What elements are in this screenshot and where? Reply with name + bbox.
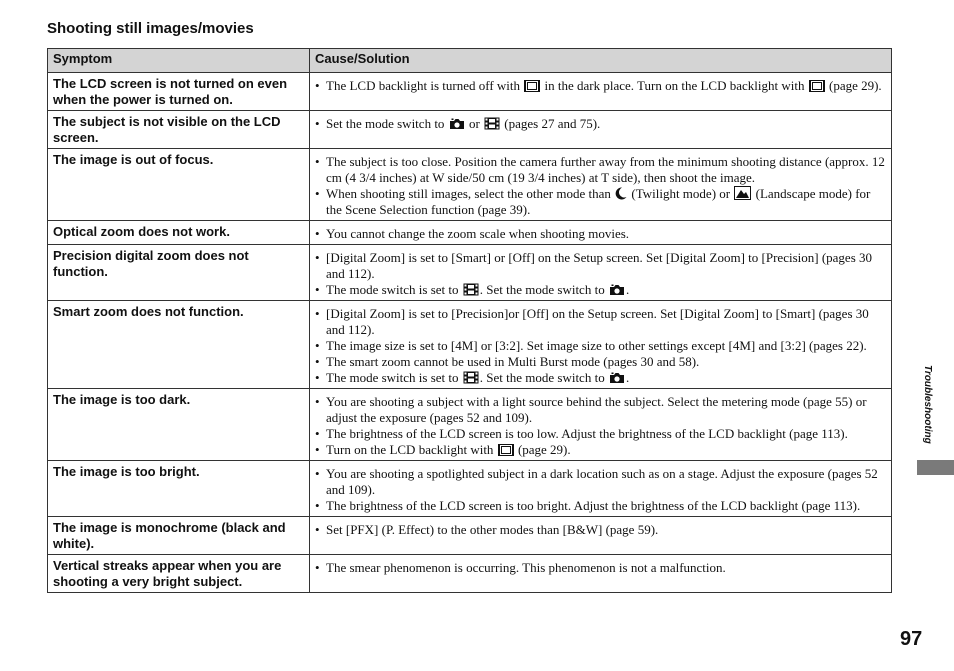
table-row bbox=[48, 149, 892, 221]
solution-item bbox=[315, 394, 885, 426]
solution-text: Set [PFX] (P. Effect) to the other modes than [B&W] (page 59). bbox=[326, 522, 659, 537]
solution-item bbox=[315, 78, 885, 94]
solution-text: The smart zoom cannot be used in Multi Burst mode (pages 30 and 58). bbox=[326, 354, 700, 369]
table-body bbox=[48, 73, 892, 593]
camera-icon bbox=[449, 117, 465, 130]
solution-text: or bbox=[465, 116, 484, 131]
solution-text: . bbox=[625, 282, 630, 297]
solution-text: The image size is set to [4M] or [3:2]. Set image size to other settings except [4M] and [3:2] (pages 22). bbox=[326, 338, 867, 353]
solution-item bbox=[315, 186, 885, 218]
symptom-cell: The image is out of focus. bbox=[48, 149, 310, 221]
symptom-cell: Smart zoom does not function. bbox=[48, 301, 310, 389]
solution-text: (Twilight mode) or bbox=[628, 186, 734, 201]
solution-list bbox=[315, 226, 885, 242]
solution-item bbox=[315, 522, 885, 538]
solution-list bbox=[315, 522, 885, 538]
solution-text: . Set the mode switch to bbox=[479, 370, 608, 385]
solution-list bbox=[315, 560, 885, 576]
section-title: Shooting still images/movies bbox=[47, 20, 254, 37]
movie-icon bbox=[463, 283, 479, 296]
table-header-row bbox=[48, 49, 892, 73]
symptom-cell: The image is too bright. bbox=[48, 461, 310, 517]
solution-list bbox=[315, 394, 885, 458]
symptom-cell: The image is monochrome (black and white). bbox=[48, 517, 310, 555]
table-row bbox=[48, 73, 892, 111]
movie-icon bbox=[463, 371, 479, 384]
table-row bbox=[48, 301, 892, 389]
symptom-cell: The image is too dark. bbox=[48, 389, 310, 461]
page-number: 97 bbox=[900, 628, 923, 650]
solution-cell bbox=[310, 517, 892, 555]
solution-text: The subject is too close. Position the camera further away from the minimum shooting distance (approx. 12 cm (4 3/4 inches) at W side/50 cm (19 3/4 inches) at T side), then shoot the image. bbox=[326, 154, 885, 185]
solution-item bbox=[315, 116, 885, 132]
solution-item bbox=[315, 370, 885, 386]
symptom-header: Symptom bbox=[48, 49, 310, 73]
symptom-cell: Precision digital zoom does not function. bbox=[48, 245, 310, 301]
solution-item bbox=[315, 498, 885, 514]
movie-icon bbox=[484, 117, 500, 130]
solution-text: The mode switch is set to bbox=[326, 370, 462, 385]
solution-item bbox=[315, 354, 885, 370]
symptom-cell: Vertical streaks appear when you are shooting a very bright subject. bbox=[48, 555, 310, 593]
table-row bbox=[48, 555, 892, 593]
solution-item bbox=[315, 338, 885, 354]
solution-text: You are shooting a subject with a light source behind the subject. Select the metering mode (page 55) or adjust the exposure (pages 52 and 109). bbox=[326, 394, 867, 425]
solution-cell bbox=[310, 301, 892, 389]
solution-text: . Set the mode switch to bbox=[479, 282, 608, 297]
solution-cell bbox=[310, 111, 892, 149]
solution-text: Set the mode switch to bbox=[326, 116, 448, 131]
solution-list bbox=[315, 466, 885, 514]
solution-list bbox=[315, 306, 885, 386]
solution-text: [Digital Zoom] is set to [Smart] or [Off] on the Setup screen. Set [Digital Zoom] to [Precision] (pages 30 and 112). bbox=[326, 250, 872, 281]
solution-list bbox=[315, 78, 885, 94]
table-row bbox=[48, 517, 892, 555]
camera-icon bbox=[609, 283, 625, 296]
table-row bbox=[48, 221, 892, 245]
solution-text: Turn on the LCD backlight with bbox=[326, 442, 497, 457]
solution-text: The mode switch is set to bbox=[326, 282, 462, 297]
solution-text: You are shooting a spotlighted subject in a dark location such as on a stage. Adjust the exposure (pages 52 and 109). bbox=[326, 466, 878, 497]
lcd-backlight-icon bbox=[809, 80, 825, 92]
solution-text: When shooting still images, select the other mode than bbox=[326, 186, 615, 201]
solution-text: . bbox=[625, 370, 630, 385]
table-row bbox=[48, 245, 892, 301]
solution-text: The LCD backlight is turned off with bbox=[326, 78, 524, 93]
twilight-moon-icon bbox=[615, 187, 627, 200]
solution-cell bbox=[310, 245, 892, 301]
side-label-text: Troubleshooting bbox=[922, 365, 933, 444]
lcd-backlight-icon bbox=[524, 80, 540, 92]
solution-text: You cannot change the zoom scale when shooting movies. bbox=[326, 226, 630, 241]
solution-text: in the dark place. Turn on the LCD backlight with bbox=[541, 78, 808, 93]
solution-item bbox=[315, 560, 885, 576]
solution-item bbox=[315, 466, 885, 498]
solution-item bbox=[315, 282, 885, 298]
solution-item bbox=[315, 250, 885, 282]
solution-item bbox=[315, 426, 885, 442]
solution-text: (page 29). bbox=[825, 78, 882, 93]
solution-item bbox=[315, 306, 885, 338]
table-row bbox=[48, 111, 892, 149]
solution-text: The smear phenomenon is occurring. This phenomenon is not a malfunction. bbox=[326, 560, 726, 575]
side-section-label bbox=[923, 365, 933, 455]
solution-text: The brightness of the LCD screen is too bright. Adjust the brightness of the LCD backlight (page 113). bbox=[326, 498, 861, 513]
solution-cell bbox=[310, 461, 892, 517]
solution-list bbox=[315, 116, 885, 132]
solution-cell bbox=[310, 149, 892, 221]
solution-cell bbox=[310, 555, 892, 593]
cause-solution-header: Cause/Solution bbox=[310, 49, 892, 73]
table-row bbox=[48, 389, 892, 461]
symptom-cell: The subject is not visible on the LCD screen. bbox=[48, 111, 310, 149]
solution-text: (Landscape mode) for the Scene Selection function (page 39). bbox=[326, 186, 871, 217]
solution-text: (pages 27 and 75). bbox=[501, 116, 601, 131]
solution-text: (page 29). bbox=[514, 442, 571, 457]
solution-item bbox=[315, 154, 885, 186]
landscape-icon bbox=[734, 186, 751, 200]
lcd-backlight-icon bbox=[498, 444, 514, 456]
solution-cell bbox=[310, 221, 892, 245]
solution-text: The brightness of the LCD screen is too low. Adjust the brightness of the LCD backlight (page 113). bbox=[326, 426, 848, 441]
solution-cell bbox=[310, 73, 892, 111]
table-row bbox=[48, 461, 892, 517]
solution-item bbox=[315, 442, 885, 458]
solution-text: [Digital Zoom] is set to [Precision]or [Off] on the Setup screen. Set [Digital Zoom] to [Smart] (pages 30 and 112). bbox=[326, 306, 869, 337]
solution-item bbox=[315, 226, 885, 242]
section-tab-marker bbox=[917, 460, 954, 475]
symptom-cell: The LCD screen is not turned on even when the power is turned on. bbox=[48, 73, 310, 111]
solution-cell bbox=[310, 389, 892, 461]
solution-list bbox=[315, 154, 885, 218]
camera-icon bbox=[609, 371, 625, 384]
solution-list bbox=[315, 250, 885, 298]
troubleshooting-table bbox=[47, 48, 892, 593]
symptom-cell: Optical zoom does not work. bbox=[48, 221, 310, 245]
